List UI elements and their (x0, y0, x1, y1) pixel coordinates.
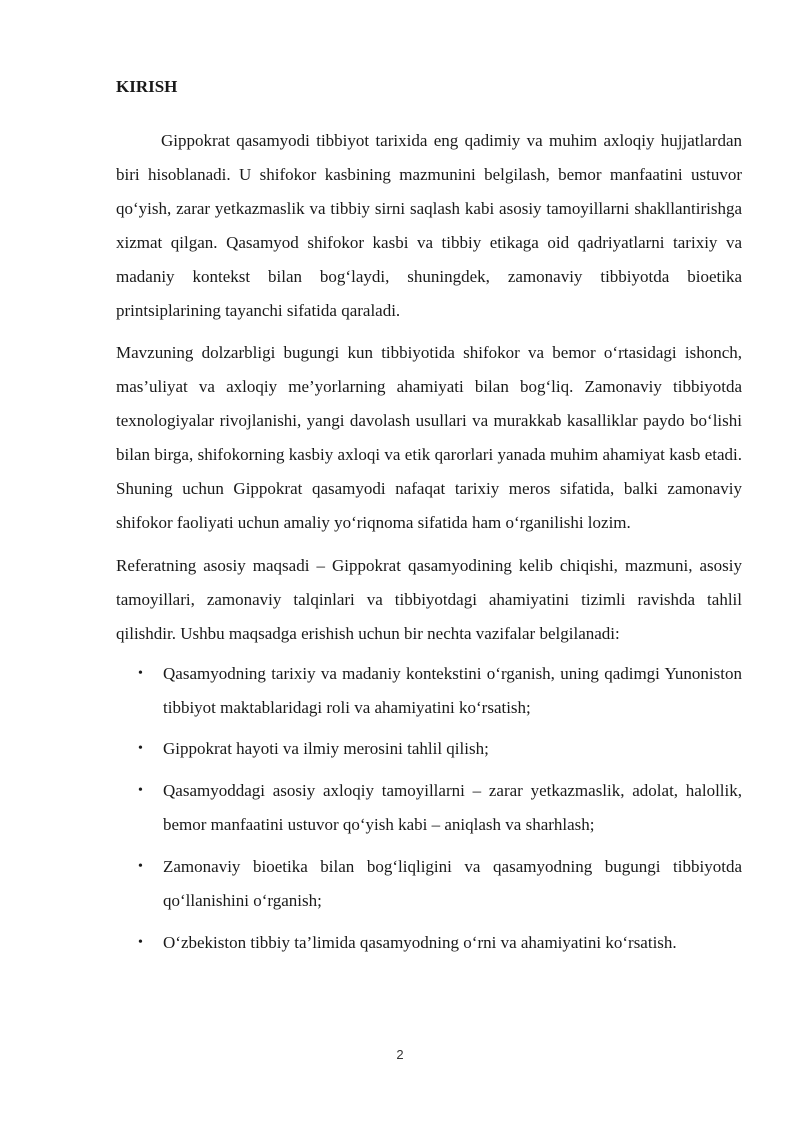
section-heading: KIRISH (116, 77, 178, 96)
tasks-list (116, 657, 742, 960)
list-item (116, 774, 742, 842)
list-item-text: O‘zbekiston tibbiy ta’limida qasamyodning o‘rni va ahamiyatini ko‘rsatish. (163, 932, 677, 952)
intro-paragraph: Gippokrat qasamyodi tibbiyot tarixida eng qadimiy va muhim axloqiy hujjatlardan biri hisoblanadi. U shifokor kasbining mazmunini belgilash, bemor manfaatini ustuvor qo‘yish, zarar yetkazmaslik va tibbiy sirni saqlash kabi asosiy tamoyillarni shakllantirishga xizmat qilgan. Qasamyod shifokor kasbi va tibbiy etikaga oid qadriyatlarni tarixiy va madaniy kontekst bilan bog‘laydi, shuningdek, zamonaviy tibbiyotda bioetika printsiplarining tayanchi sifatida qaraladi. (116, 131, 742, 320)
list-item-text: Qasamyoddagi asosiy axloqiy tamoyillarni – zarar yetkazmaslik, adolat, halollik, bemor manfaatini ustuvor qo‘yish kabi – aniqlash va sharhlash; (163, 781, 742, 835)
list-item (116, 850, 742, 918)
bullet-icon: • (138, 783, 143, 799)
list-item-text: Qasamyodning tarixiy va madaniy kontekstini o‘rganish, uning qadimgi Yunoniston tibbiyot maktablaridagi roli va ahamiyatini ko‘rsatish; (163, 663, 742, 717)
list-item-text: Gippokrat hayoti va ilmiy merosini tahlil qilish; (163, 739, 489, 759)
bullet-icon: • (138, 665, 143, 681)
bullet-icon: • (138, 741, 143, 757)
bullet-icon: • (138, 859, 143, 875)
list-item (116, 732, 742, 766)
page-number: 2 (396, 1047, 404, 1062)
list-item-text: Zamonaviy bioetika bilan bog‘liqligini va qasamyodning bugungi tibbiyotda qo‘llanishini o‘rganish; (163, 857, 742, 911)
document-page (116, 70, 742, 968)
list-item (116, 926, 742, 960)
goal-paragraph: Referatning asosiy maqsadi – Gippokrat qasamyodining kelib chiqishi, mazmuni, asosiy tamoyillari, zamonaviy talqinlari va tibbiyotdagi ahamiyatini tizimli ravishda tahlil qilishdir. Ushbu maqsadga erishish uchun bir nechta vazifalar belgilanadi: (116, 555, 742, 643)
bullet-icon: • (138, 934, 143, 950)
list-item (116, 657, 742, 725)
relevance-paragraph: Mavzuning dolzarbligi bugungi kun tibbiyotida shifokor va bemor o‘rtasidagi ishonch, mas’uliyat va axloqiy me’yorlarning ahamiyati bilan bog‘liq. Zamonaviy tibbiyotda texnologiyalar rivojlanishi, yangi davolash usullari va murakkab kasalliklar paydo bo‘lishi bilan birga, shifokorning kasbiy axloqi va etik qarorlari yanada muhim ahamiyat kasb etadi. Shuning uchun Gippokrat qasamyodi nafaqat tarixiy meros sifatida, balki zamonaviy shifokor faoliyati uchun amaliy yo‘riqnoma sifatida ham o‘rganilishi lozim. (116, 343, 742, 532)
